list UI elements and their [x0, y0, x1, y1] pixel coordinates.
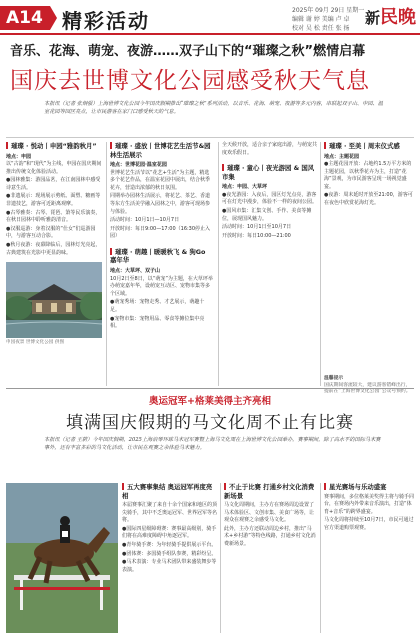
- story2-item: 本届赛事汇聚了来自十余个国家和地区的顶尖骑手，其中不乏奥运冠军、世界冠军等名将。: [122, 502, 218, 524]
- reminder-title: 温馨提示: [324, 376, 344, 381]
- reminder-line: 提前在“上海世博文化公园”公众号预约。: [324, 389, 411, 395]
- column-divider: [320, 483, 321, 633]
- article-lead: 本报讯（记者 张炯强）上海世博文化公园今年国庆假期推出“璀璨之秋”系列活动，以音乐、花海、萌宠、夜游等多元内容，串联起双子山、申园、温室花园等园区亮点，让市民游客在家门口感受秋天的气息。: [44, 101, 383, 115]
- col2-item: 同期举办园林生活展示，将花艺、茶艺、香道等东方生活美学融入园林之中，游客可现场参与体验。: [110, 193, 211, 215]
- story2-item: 马文化周将持续至10月7日，市民可通过官方渠道购票观赛。: [324, 517, 414, 531]
- tag-arrow-icon: [50, 6, 57, 30]
- story2-item: ●团体赛：多国骑手组队参赛，精彩纷呈。: [122, 550, 217, 557]
- col1-heading: 璀璨 · 悦动丨申园“雅韵秋月”: [6, 142, 102, 151]
- col2-item: 世博花艺生活节以“花艺+生活”为主题，精选多个花艺作品，在温室花园中展出，结合秋季花卉，营造出浓郁的秋日氛围。: [110, 169, 211, 191]
- story2-item: ●马术表演：专业马术团队带来盛装舞步等表演。: [122, 559, 217, 573]
- story2-item: 此外，主办方还联动周边乡村，推出“马术+乡村游”等特色线路，打通乡村文化消费新场景。: [224, 525, 316, 547]
- header-rule: [0, 33, 420, 35]
- col2-heading: 璀璨 · 盛放丨世博花艺生活节&园林生活展示: [110, 142, 211, 159]
- col1-location: 地点：申园: [6, 153, 32, 160]
- col3-item: ●夜光游园：入夜后，园区灯光点亮，游客可在灯光中漫步，体验不一样的夜间公园。: [222, 191, 318, 206]
- col3-item: ●国风市集：汇集文创、手作、美食等摊位，展现国风魅力。: [222, 207, 312, 222]
- meta-proof: 校对 吴 松 责任 张 扬: [292, 25, 350, 32]
- meta-editor: 编辑 谢 婷 美编 卢 卓: [292, 16, 350, 23]
- col4-item: ●夜游：周末延时开放至21:00，游客可在夜色中欣赏花海灯光。: [324, 192, 413, 207]
- col3-intro: 全天候开放，适合亲子家庭出游，与萌宠共度欢乐假日。: [222, 142, 318, 156]
- col2-item: ●萌宠秀场：宠物走秀、才艺展示，萌趣十足。: [110, 299, 205, 313]
- newspaper-logo: [365, 3, 416, 29]
- col4-location: 地点：主题花园: [324, 153, 360, 160]
- col3-location: 地点：申园、大草坪: [222, 184, 268, 191]
- col2-item: ●宠物市集：宠物用品、零食等摊位集中亮相。: [110, 315, 205, 330]
- col2-location: 地点：世博花园·温室花园: [110, 162, 167, 168]
- photo-caption: 申园夜景 世博文化公园 供图: [6, 340, 65, 345]
- column-divider: [320, 142, 321, 386]
- headline-kicker: 音乐、花海、萌宠、夜游……双子山下的“璀璨之秋”燃情启幕: [10, 44, 366, 59]
- col1-item: 以“古韵”和“现代”为主线，申园在国庆期间推出传统文化体验活动。: [6, 161, 102, 175]
- story2-col1-heading: 五大赛事集结 奥运冠军再度亮相: [122, 483, 213, 500]
- story2-item: 马文化周期间，主办方在赛场周边设置了马术体验区、文创市集、美食广场等，让观众在观赛之余感受马文化。: [224, 502, 315, 524]
- col1-item: ●秋月夜游：夜幕降临后，园林灯光亮起，古典建筑在光影中更显韵味。: [6, 242, 101, 256]
- story2-col2-heading: 不止于比赛 打通乡村文化消费新场景: [224, 483, 315, 500]
- story-divider: [6, 388, 414, 389]
- story2-item: ●青年骑手赛：为年轻骑手提供展示平台。: [122, 541, 217, 548]
- column-divider: [220, 483, 221, 633]
- story2-column-1: [122, 483, 218, 575]
- col2-item: 活动时间：10月1日—10月7日: [110, 217, 180, 224]
- col1-item: ●非遗展示：现场展示剪纸、面塑、糖画等非遗技艺，游客可近距离观摩。: [6, 193, 101, 208]
- column-2: [110, 142, 214, 332]
- col3-item: 活动时间：10月1日至10月7日: [222, 224, 292, 231]
- col4-item: ●主题花园开放：占地约1.5万平方米的主题花园，以秋季花卉为主，打造“花海”景观，为市民游客呈现一场视觉盛宴。: [324, 161, 412, 190]
- story2-col3-heading: 星光赛场与乐动盛宴: [324, 483, 416, 492]
- col3-item: 开放时间：每日10:00—21:00: [222, 232, 291, 239]
- column-3: [222, 142, 318, 241]
- garden-photo: [6, 262, 102, 338]
- story2-lead: 本报讯（记者 王蔚）今年国庆假期，2025上海浪琴环球马术冠军赛暨上海马文化周在上海世博文化公园举办。赛事期间，除了高水平的国际马术赛事外，还有丰富多彩的马文化活动，让市民在观赛之余体验马术魅力。: [44, 437, 381, 451]
- masthead: [0, 0, 420, 36]
- logo-main: 民晚: [380, 7, 416, 28]
- column-divider: [218, 142, 219, 386]
- col3-heading: 璀璨 · 童心丨夜光游园 & 国风市集: [222, 164, 315, 181]
- column-1: [6, 142, 102, 258]
- story2-headline: 填满国庆假期的马文化周不止有比赛: [66, 413, 354, 433]
- story2-kicker: 奥运冠军+格莱美得主齐亮相: [149, 396, 271, 407]
- headline-main: 国庆去世博文化公园感受秋天气息: [10, 68, 370, 94]
- col2-location-2: 地点：大草坪、双子山: [110, 267, 161, 274]
- column-4: [324, 142, 416, 209]
- col1-item: ●古琴雅奏：古琴、琵琶、箫等民乐演奏，在秋日园林中聆听雅韵清音。: [6, 209, 101, 224]
- col1-item: ●园林雅集：游园品茗，在江南园林中感受诗意生活。: [6, 177, 101, 191]
- section-title: 精彩活动: [62, 9, 150, 33]
- story2-item: ●国际四星级障碍赛：赛事最高级别，骑手们将在高难度障碍中角逐冠军。: [122, 525, 217, 540]
- logo-prefix: 新: [364, 9, 380, 27]
- section-divider: [6, 137, 414, 138]
- col1-item: ●汉服巡游：身着汉服的“仕女”们巡游园中，与游客互动合影。: [6, 225, 96, 240]
- column-divider: [106, 142, 107, 386]
- meta-date: 2025年 09月 29日 星期一: [292, 7, 365, 14]
- col4-heading: 璀璨 · 至美丨周末仪式感: [324, 142, 416, 151]
- reminder-line: 国庆期间客流较大，建议游客错峰出行，: [324, 382, 411, 388]
- story2-column-2: [224, 483, 316, 550]
- col2-item: 10月2日至8日，以“萌宠”为主题，在大草坪举办萌宠嘉年华，设萌宠互动区、宠物市集等多个区域。: [110, 275, 213, 297]
- story2-column-3: [324, 483, 416, 533]
- equestrian-photo: [6, 483, 118, 633]
- story2-item: 赛事期间，多位格莱美奖得主将与骑手同台，在赛场内外带来音乐演出，打造“体育+音乐”的跨界盛宴。: [324, 493, 415, 515]
- col2-heading-2: 璀璨 · 萌趣丨暖暖秋飞 & 狗Go 嘉年华: [110, 247, 206, 265]
- page-number: A14: [6, 8, 43, 28]
- issue-meta: [292, 6, 364, 33]
- col2-item: 开放时间：每日9:00—17:00（16:30停止入园）: [110, 225, 211, 240]
- page-number-tag: [0, 6, 50, 30]
